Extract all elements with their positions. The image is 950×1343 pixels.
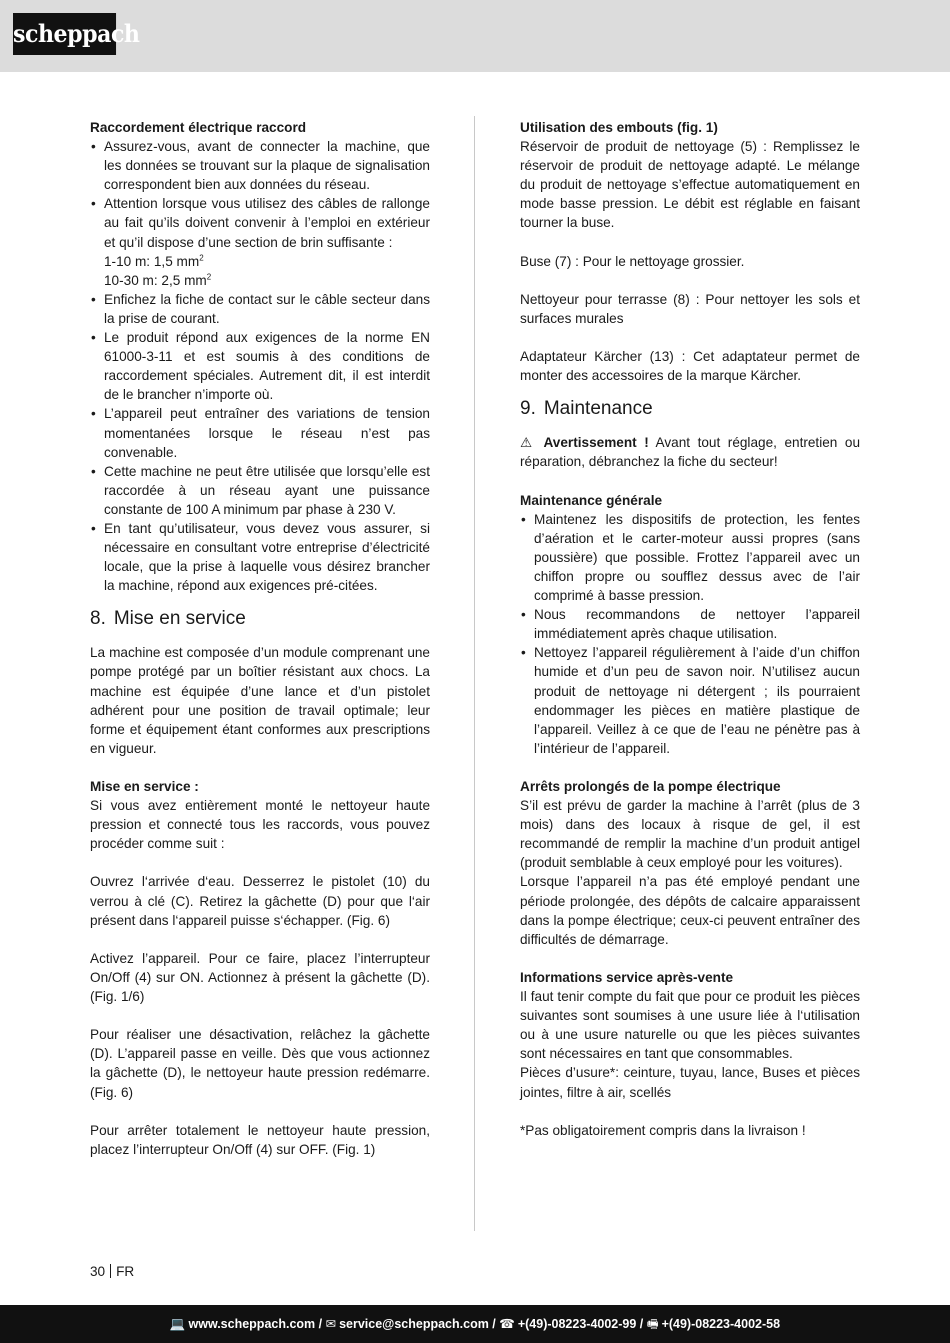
paragraph: Pour arrêter totalement le nettoyeur haute pression, placez l’interrupteur On/Off (4) sur OFF. (Fig. 1) — [90, 1122, 430, 1157]
section-heading-mise-en-service: 8. Mise en service — [90, 608, 246, 630]
page-number: 30 FR — [90, 1264, 135, 1279]
right-column — [520, 118, 860, 1140]
left-column — [90, 118, 430, 1159]
warning-paragraph: ⚠ Avertissement ! Avant tout réglage, entretien ou réparation, débranchez la fiche du secteur! — [520, 435, 860, 470]
fax-icon: 🖷 — [646, 1317, 659, 1331]
mail-icon: ✉ — [325, 1317, 337, 1331]
phone-icon: ☎ — [499, 1317, 515, 1331]
paragraph: S’il est prévu de garder la machine à l’arrêt (plus de 3 mois) dans des locaux à risque de gel, il est recommandé de remplir la machine d’un produit antigel (produit semblable à ceux employé pour les voitures). — [520, 798, 860, 871]
paragraph: Activez l’appareil. Pour ce faire, placez l’interrupteur On/Off (4) sur ON. Actionnez à présent la gâchette (D). (Fig. 1/6) — [90, 950, 430, 1005]
maintenance-list — [520, 510, 860, 758]
paragraph: Adaptateur Kärcher (13) : Cet adaptateur permet de monter des accessoires de la marque Kärcher. — [520, 349, 860, 384]
list-item: • Assurez-vous, avant de connecter la machine, que les données se trouvant sur la plaque de signalisation correspondent bien aux données du réseau. — [90, 137, 430, 194]
paragraph: Buse (7) : Pour le nettoyage grossier. — [520, 253, 745, 269]
phone-number: +(49)-08223-4002-99 — [517, 1317, 637, 1331]
page-header — [0, 0, 950, 72]
subsection-title: Informations service après-vente — [520, 969, 734, 985]
paragraph: La machine est composée d’un module comprenant une pompe protégé par un boîtier résistant aux chocs. La machine est équipée d’une lance et d’un pistolet adhérent pour une position de travail optimale; leur forme et équipement étant conformes aux prescriptions en vigueur. — [90, 645, 430, 756]
paragraph: Pièces d’usure*: ceinture, tuyau, lance, Buses et pièces jointes, filtre à air, scellés — [520, 1065, 860, 1100]
list-item: • Le produit répond aux exigences de la norme EN 61000-3-11 et est soumis à des conditions de raccordement spéciales. Autrement dit, il est interdit de le brancher n’importe où. — [90, 328, 430, 404]
section-title-electrical: Raccordement électrique raccord — [90, 120, 307, 135]
list-item: • Nettoyez l’appareil régulièrement à l’aide d’un chiffon humide et d’un peu de savon noir. N’utilisez aucun produit de nettoyage ni détergent ; ils pourraient endommager les pièces en matière plastique de l’appareil. Veillez à ce que de l’eau ne pénètre pas à l’intérieur de l’appareil. — [520, 643, 860, 758]
paragraph: Lorsque l’appareil n’a pas été employé pendant une période prolongée, des dépôts de calcaire apparaissent dans la pompe électrique; ceux-ci peuvent entraîner des difficultés de démarrage. — [520, 874, 860, 947]
scheppach-logo: scheppach — [13, 13, 116, 55]
list-item: • Nous recommandons de nettoyer l’appareil immédiatement après chaque utilisation. — [520, 605, 860, 643]
cable-spec-2: 10-30 m: 2,5 $mm^2$ — [104, 272, 212, 288]
computer-icon: 💻 — [169, 1317, 186, 1331]
subsection-title: Maintenance générale — [520, 492, 663, 508]
page-footer: 💻 www.scheppach.com / ✉ service@scheppach.com / ☎ +(49)-08223-4002-99 / 🖷 +(49)-08223-4002-58 — [0, 1305, 950, 1343]
paragraph: *Pas obligatoirement compris dans la livraison ! — [520, 1122, 806, 1138]
paragraph: Réservoir de produit de nettoyage (5) : Remplissez le réservoir de produit de nettoyage adapté. Le mélange du produit de nettoyage s’effectue automatiquement en mode basse pression. Le débit est réglable en faisant tourner la buse. — [520, 139, 860, 231]
fax-number: +(49)-08223-4002-58 — [661, 1317, 781, 1331]
electrical-list — [90, 137, 430, 595]
email-link[interactable]: service@scheppach.com — [339, 1317, 489, 1331]
paragraph: Nettoyeur pour terrasse (8) : Pour nettoyer les sols et surfaces murales — [520, 291, 860, 326]
warning-icon: ⚠ — [520, 435, 536, 451]
list-item: • Maintenez les dispositifs de protection, les fentes d’aération et le carter-moteur aussi propres (sans poussière) que possible. Frottez l’appareil avec un chiffon propre ou soufflez dessus avec de l’air comprimé à basse pression. — [520, 510, 860, 605]
column-divider — [474, 116, 475, 1231]
list-item: • L’appareil peut entraîner des variations de tension momentanées lorsque le réseau n’est pas convenable. — [90, 404, 430, 461]
cable-spec-1: 1-10 m: 1,5 $mm^2$ — [104, 253, 204, 269]
paragraph: Si vous avez entièrement monté le nettoyeur haute pression et connecté tous les raccords, vous pouvez procéder comme suit : — [90, 798, 430, 852]
paragraph: Il faut tenir compte du fait que pour ce produit les pièces suivantes sont soumises à une usure liée à l‘utilisation ou à une usure naturelle ou que les pièces suivantes sont nécessaires en tant que consommables. — [520, 989, 860, 1062]
paragraph: Ouvrez l‘arrivée d‘eau. Desserrez le pistolet (10) du verrou à clé (C). Retirez la gâchette (D) pour que l‘air présent dans l‘appareil puisse s‘échapper. (Fig. 6) — [90, 874, 430, 928]
website-link[interactable]: www.scheppach.com — [188, 1317, 316, 1331]
subsection-title: Mise en service : — [90, 779, 199, 794]
warning-label: Avertissement ! — [543, 435, 649, 451]
list-item — [90, 194, 430, 289]
list-item: • Cette machine ne peut être utilisée que lorsqu’elle est raccordée à un réseau ayant une puissance constante de 100 A minimum par phase à 230 V. — [90, 462, 430, 519]
section-heading-maintenance: 9. Maintenance — [520, 398, 653, 420]
paragraph: Pour réaliser une désactivation, relâchez la gâchette (D). L’appareil passe en veille. Dès que vous actionnez la gâchette (D), le nettoyeur haute pression redémarre. (Fig. 6) — [90, 1027, 430, 1100]
list-item: • En tant qu’utilisateur, vous devez vous assurer, si nécessaire en consultant votre entreprise d’électricité locale, que la prise à laquelle vous désirez brancher la machine, répond aux exigences pré-citées. — [90, 519, 430, 595]
section-title-embouts: Utilisation des embouts (fig. 1) — [520, 120, 718, 135]
subsection-title: Arrêts prolongés de la pompe électrique — [520, 779, 781, 794]
list-item: • Enfichez la fiche de contact sur le câble secteur dans la prise de courant. — [90, 290, 430, 328]
list-item-text: Attention lorsque vous utilisez des câbles de rallonge au fait qu’ils doivent convenir à l’emploi en extérieur et qu’il dispose d’une section de brin suffisante : — [104, 196, 430, 250]
